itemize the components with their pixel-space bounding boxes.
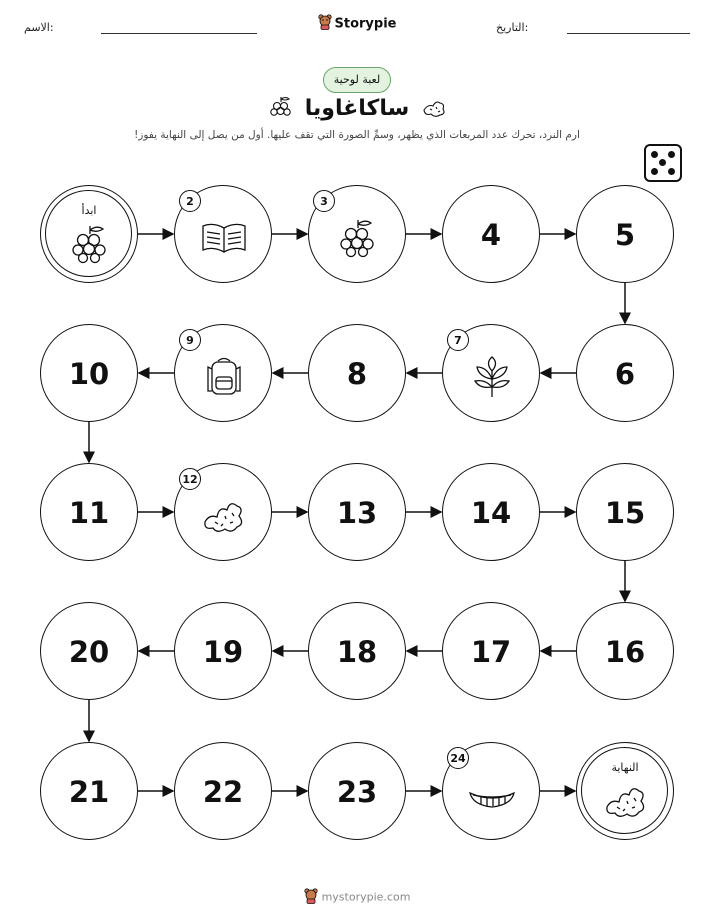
- berries-icon: [65, 222, 115, 266]
- number-space: [442, 185, 540, 283]
- number-space: [174, 742, 272, 840]
- number-space: [308, 324, 406, 422]
- bear-mascot-footer-icon: [304, 888, 318, 907]
- picture-space: [174, 185, 272, 283]
- backpack-icon: [199, 355, 249, 399]
- number-space: [308, 602, 406, 700]
- space-number: 5: [614, 218, 636, 252]
- number-space: [40, 742, 138, 840]
- picture-space: [308, 185, 406, 283]
- space-number: 20: [68, 635, 110, 669]
- berries-icon: [333, 216, 383, 260]
- space-number: 13: [336, 496, 378, 530]
- space-number-badge: 2: [179, 190, 201, 212]
- date-label: التاريخ:: [496, 21, 529, 34]
- ginger-root-icon: [199, 494, 249, 538]
- page-title: ساكاغاويا: [304, 96, 410, 121]
- game-type-badge: لعبة لوحية: [323, 67, 391, 93]
- number-space: [576, 185, 674, 283]
- start-space: [40, 185, 138, 283]
- space-number: 18: [336, 635, 378, 669]
- book-icon: [199, 216, 249, 260]
- footer-url: mystorypie.com: [321, 890, 411, 904]
- picture-space: [442, 324, 540, 422]
- space-number: 21: [68, 775, 110, 809]
- space-number: 23: [336, 775, 378, 809]
- finish-label: النهاية: [611, 761, 639, 774]
- number-space: [576, 463, 674, 561]
- space-number: 14: [470, 496, 512, 530]
- space-number: 19: [202, 635, 244, 669]
- space-number-badge: 24: [447, 747, 469, 769]
- picture-space: [174, 463, 272, 561]
- space-number: 22: [202, 775, 244, 809]
- space-number: 10: [68, 357, 110, 391]
- space-number: 15: [604, 496, 646, 530]
- number-space: [40, 602, 138, 700]
- number-space: [174, 602, 272, 700]
- number-space: [442, 602, 540, 700]
- canoe-icon: [467, 773, 517, 817]
- start-label: ابدأ: [81, 204, 97, 217]
- space-number: 8: [346, 357, 368, 391]
- footer: [0, 888, 714, 907]
- number-space: [40, 463, 138, 561]
- number-space: [40, 324, 138, 422]
- space-number-badge: 9: [179, 329, 201, 351]
- number-space: [308, 463, 406, 561]
- space-number: 6: [614, 357, 636, 391]
- number-space: [576, 602, 674, 700]
- number-space: [576, 324, 674, 422]
- brand-name: Storypie: [334, 16, 397, 32]
- instructions-text: ارم النرد، تحرك عدد المربعات الذي يظهر، وسمِّ الصورة التي تقف عليها. أول من يصل إلى النهاية يفوز!: [134, 129, 580, 141]
- picture-space: [442, 742, 540, 840]
- space-number-badge: 7: [447, 329, 469, 351]
- leaf-plant-icon: [467, 355, 517, 399]
- space-number: 17: [470, 635, 512, 669]
- name-label: الاسم:: [24, 21, 54, 34]
- number-space: [442, 463, 540, 561]
- space-number-badge: 3: [313, 190, 335, 212]
- number-space: [308, 742, 406, 840]
- space-number: 16: [604, 635, 646, 669]
- space-number: 4: [480, 218, 502, 252]
- picture-space: [174, 324, 272, 422]
- ginger-root-icon: [601, 779, 651, 823]
- space-number: 11: [68, 496, 110, 530]
- finish-space: [576, 742, 674, 840]
- space-number-badge: 12: [179, 468, 201, 490]
